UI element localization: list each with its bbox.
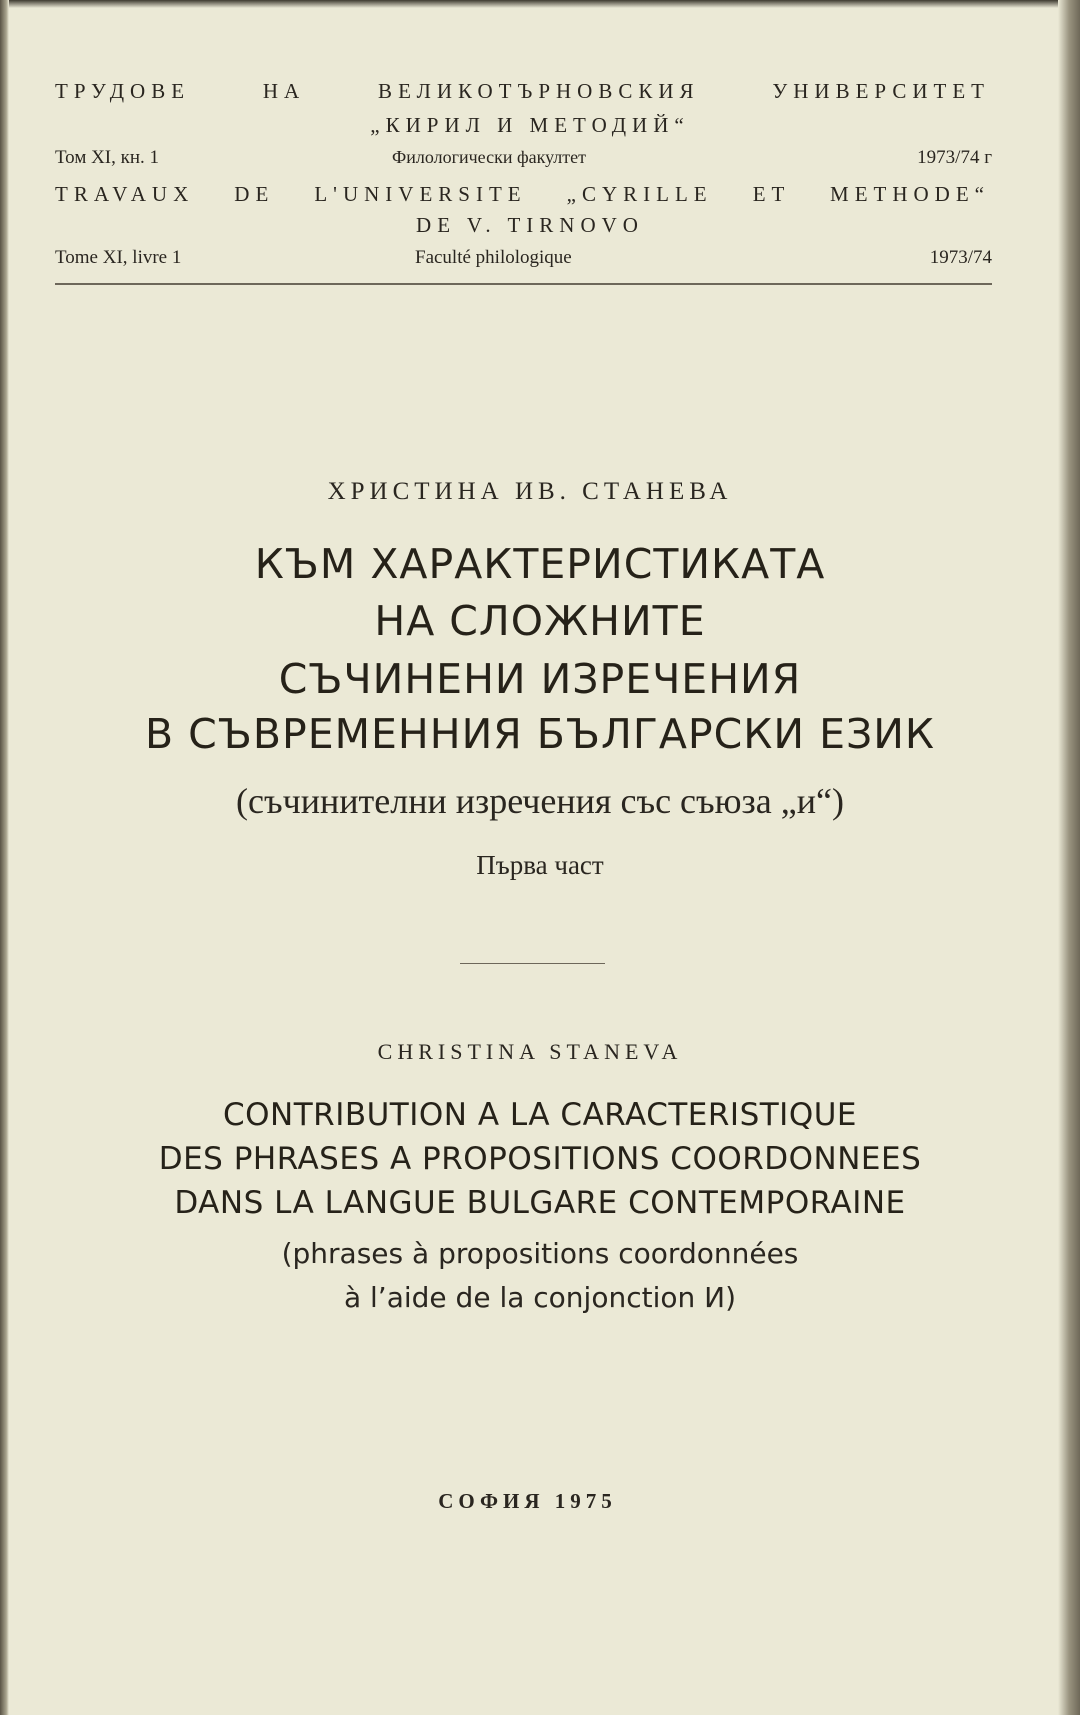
fr-author: CHRISTINA STANEVA	[377, 1039, 683, 1064]
page-top-edge	[0, 0, 1080, 8]
fr-subtitle-line-2: à l’aide de la conjonction И)	[343, 1281, 737, 1314]
header-rule	[55, 283, 992, 285]
bg-author: ХРИСТИНА ИВ. СТАНЕВА	[327, 478, 733, 505]
fr-title-line-1: CONTRIBUTION A LA CARACTERISTIQUE	[222, 1097, 858, 1133]
bg-title-line-2: НА СЛОЖНИТЕ	[374, 597, 706, 645]
bg-subtitle: (съчинителни изречения със съюза „и“)	[236, 781, 844, 821]
header-fr-line1: TRAVAUX DE L'UNIVERSITE „CYRILLE ET METHODE“	[55, 182, 990, 206]
imprint: СОФИЯ 1975	[438, 1489, 617, 1513]
fr-subtitle-line-1: (phrases à propositions coordonnées	[281, 1237, 799, 1270]
bg-part: Първа част	[476, 850, 604, 880]
header-fr-volume: Tome XI, livre 1	[55, 247, 182, 268]
bg-title-line-4: В СЪВРЕМЕННИЯ БЪЛГАРСКИ ЕЗИК	[144, 710, 936, 758]
fr-title-line-2: DES PHRASES A PROPOSITIONS COORDONNEES	[158, 1141, 922, 1177]
header-fr-faculty: Faculté philologique	[415, 247, 572, 268]
header-fr-year: 1973/74	[929, 247, 992, 268]
header-bg-faculty: Филологически факултет	[392, 147, 587, 167]
header-fr-line2: DE V. TIRNOVO	[416, 213, 644, 237]
fr-title-line-3: DANS LA LANGUE BULGARE CONTEMPORAINE	[174, 1185, 906, 1221]
header-bg-line2: „КИРИЛ И МЕТОДИЙ“	[370, 113, 690, 137]
header-bg-volume: Том XI, кн. 1	[55, 147, 160, 168]
header-bg-line1: ТРУДОВЕ НА ВЕЛИКОТЪРНОВСКИЯ УНИВЕРСИТЕТ	[55, 79, 990, 103]
section-divider	[460, 963, 605, 964]
bg-title-line-1: КЪМ ХАРАКТЕРИСТИКАТА	[254, 540, 826, 588]
header-bg-year: 1973/74 г	[917, 147, 992, 168]
bg-title-line-3: СЪЧИНЕНИ ИЗРЕЧЕНИЯ	[278, 655, 802, 703]
